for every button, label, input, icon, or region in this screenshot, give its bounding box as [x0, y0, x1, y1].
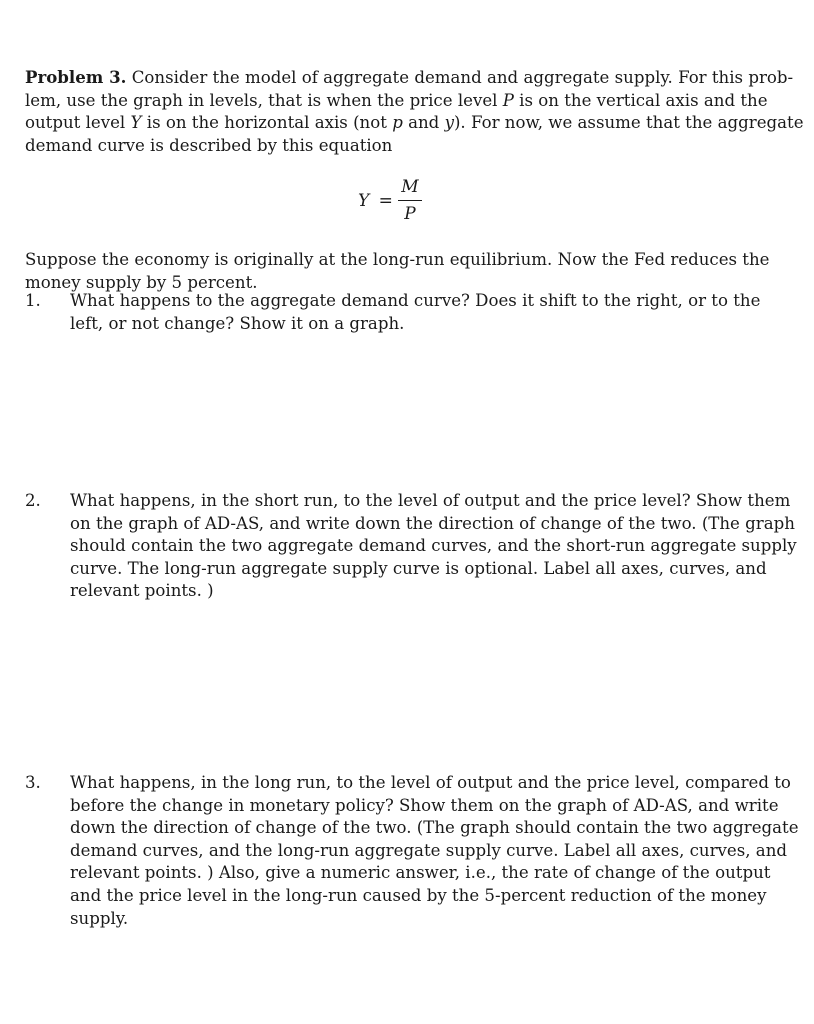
- intro-line-1: Problem 3. Consider the model of aggregate demand and aggregate supply. For this prob-: [25, 67, 794, 87]
- document-page: [25, 66, 804, 295]
- equation-fraction: [398, 177, 422, 224]
- intro-line-4: demand curve is described by this equation: [25, 135, 393, 155]
- equation-denominator: P: [404, 204, 416, 225]
- setup-line-1: Suppose the economy is originally at the long-run equilibrium. Now the Fed reduces the: [25, 250, 770, 270]
- setup-line-2: money supply by 5 percent.: [25, 272, 258, 292]
- question-text: What happens, in the short run, to the level of output and the price level? Show them on the graph of AD-AS, and write down the direction of change of the two. (The graph should contain the two aggregate demand curves, and the short-run aggregate supply curve. The long-run aggregate supply curve is optional. Label all axes, curves, and relevant points. ): [70, 491, 797, 601]
- question-2: [25, 490, 797, 603]
- equation-numerator: M: [401, 177, 419, 198]
- intro-line-3: output level Y is on the horizontal axis (not p and y). For now, we assume that the aggregate: [25, 113, 804, 133]
- question-3: [25, 772, 799, 930]
- question-text: What happens, in the long run, to the level of output and the price level, compared to before the change in monetary policy? Show them on the graph of AD-AS, and write down the direction of change of the two. (The graph should contain the two aggregate demand curves, and the long-run aggregate supply curve. Label all axes, curves, and relevant points. ) Also, give a numeric answer, i.e., the rate of change of the output and the price level in the long-run caused by the 5-percent reduction of the money supply.: [70, 773, 799, 928]
- problem-intro: [25, 66, 804, 157]
- equation-equals: =: [378, 191, 393, 212]
- question-number: 2.: [25, 491, 41, 510]
- equation: [25, 177, 755, 227]
- question-text: What happens to the aggregate demand curve? Does it shift to the right, or to the left, or not change? Show it on a graph.: [70, 291, 761, 333]
- question-number: 3.: [25, 773, 41, 792]
- equation-lhs: Y: [358, 191, 370, 212]
- problem-setup: [25, 249, 770, 294]
- question-1: [25, 290, 761, 335]
- intro-line-2: lem, use the graph in levels, that is when the price level P is on the vertical axis and the: [25, 90, 768, 110]
- fraction-bar: [398, 200, 422, 201]
- problem-heading: Problem 3.: [25, 67, 127, 87]
- question-number: 1.: [25, 291, 41, 310]
